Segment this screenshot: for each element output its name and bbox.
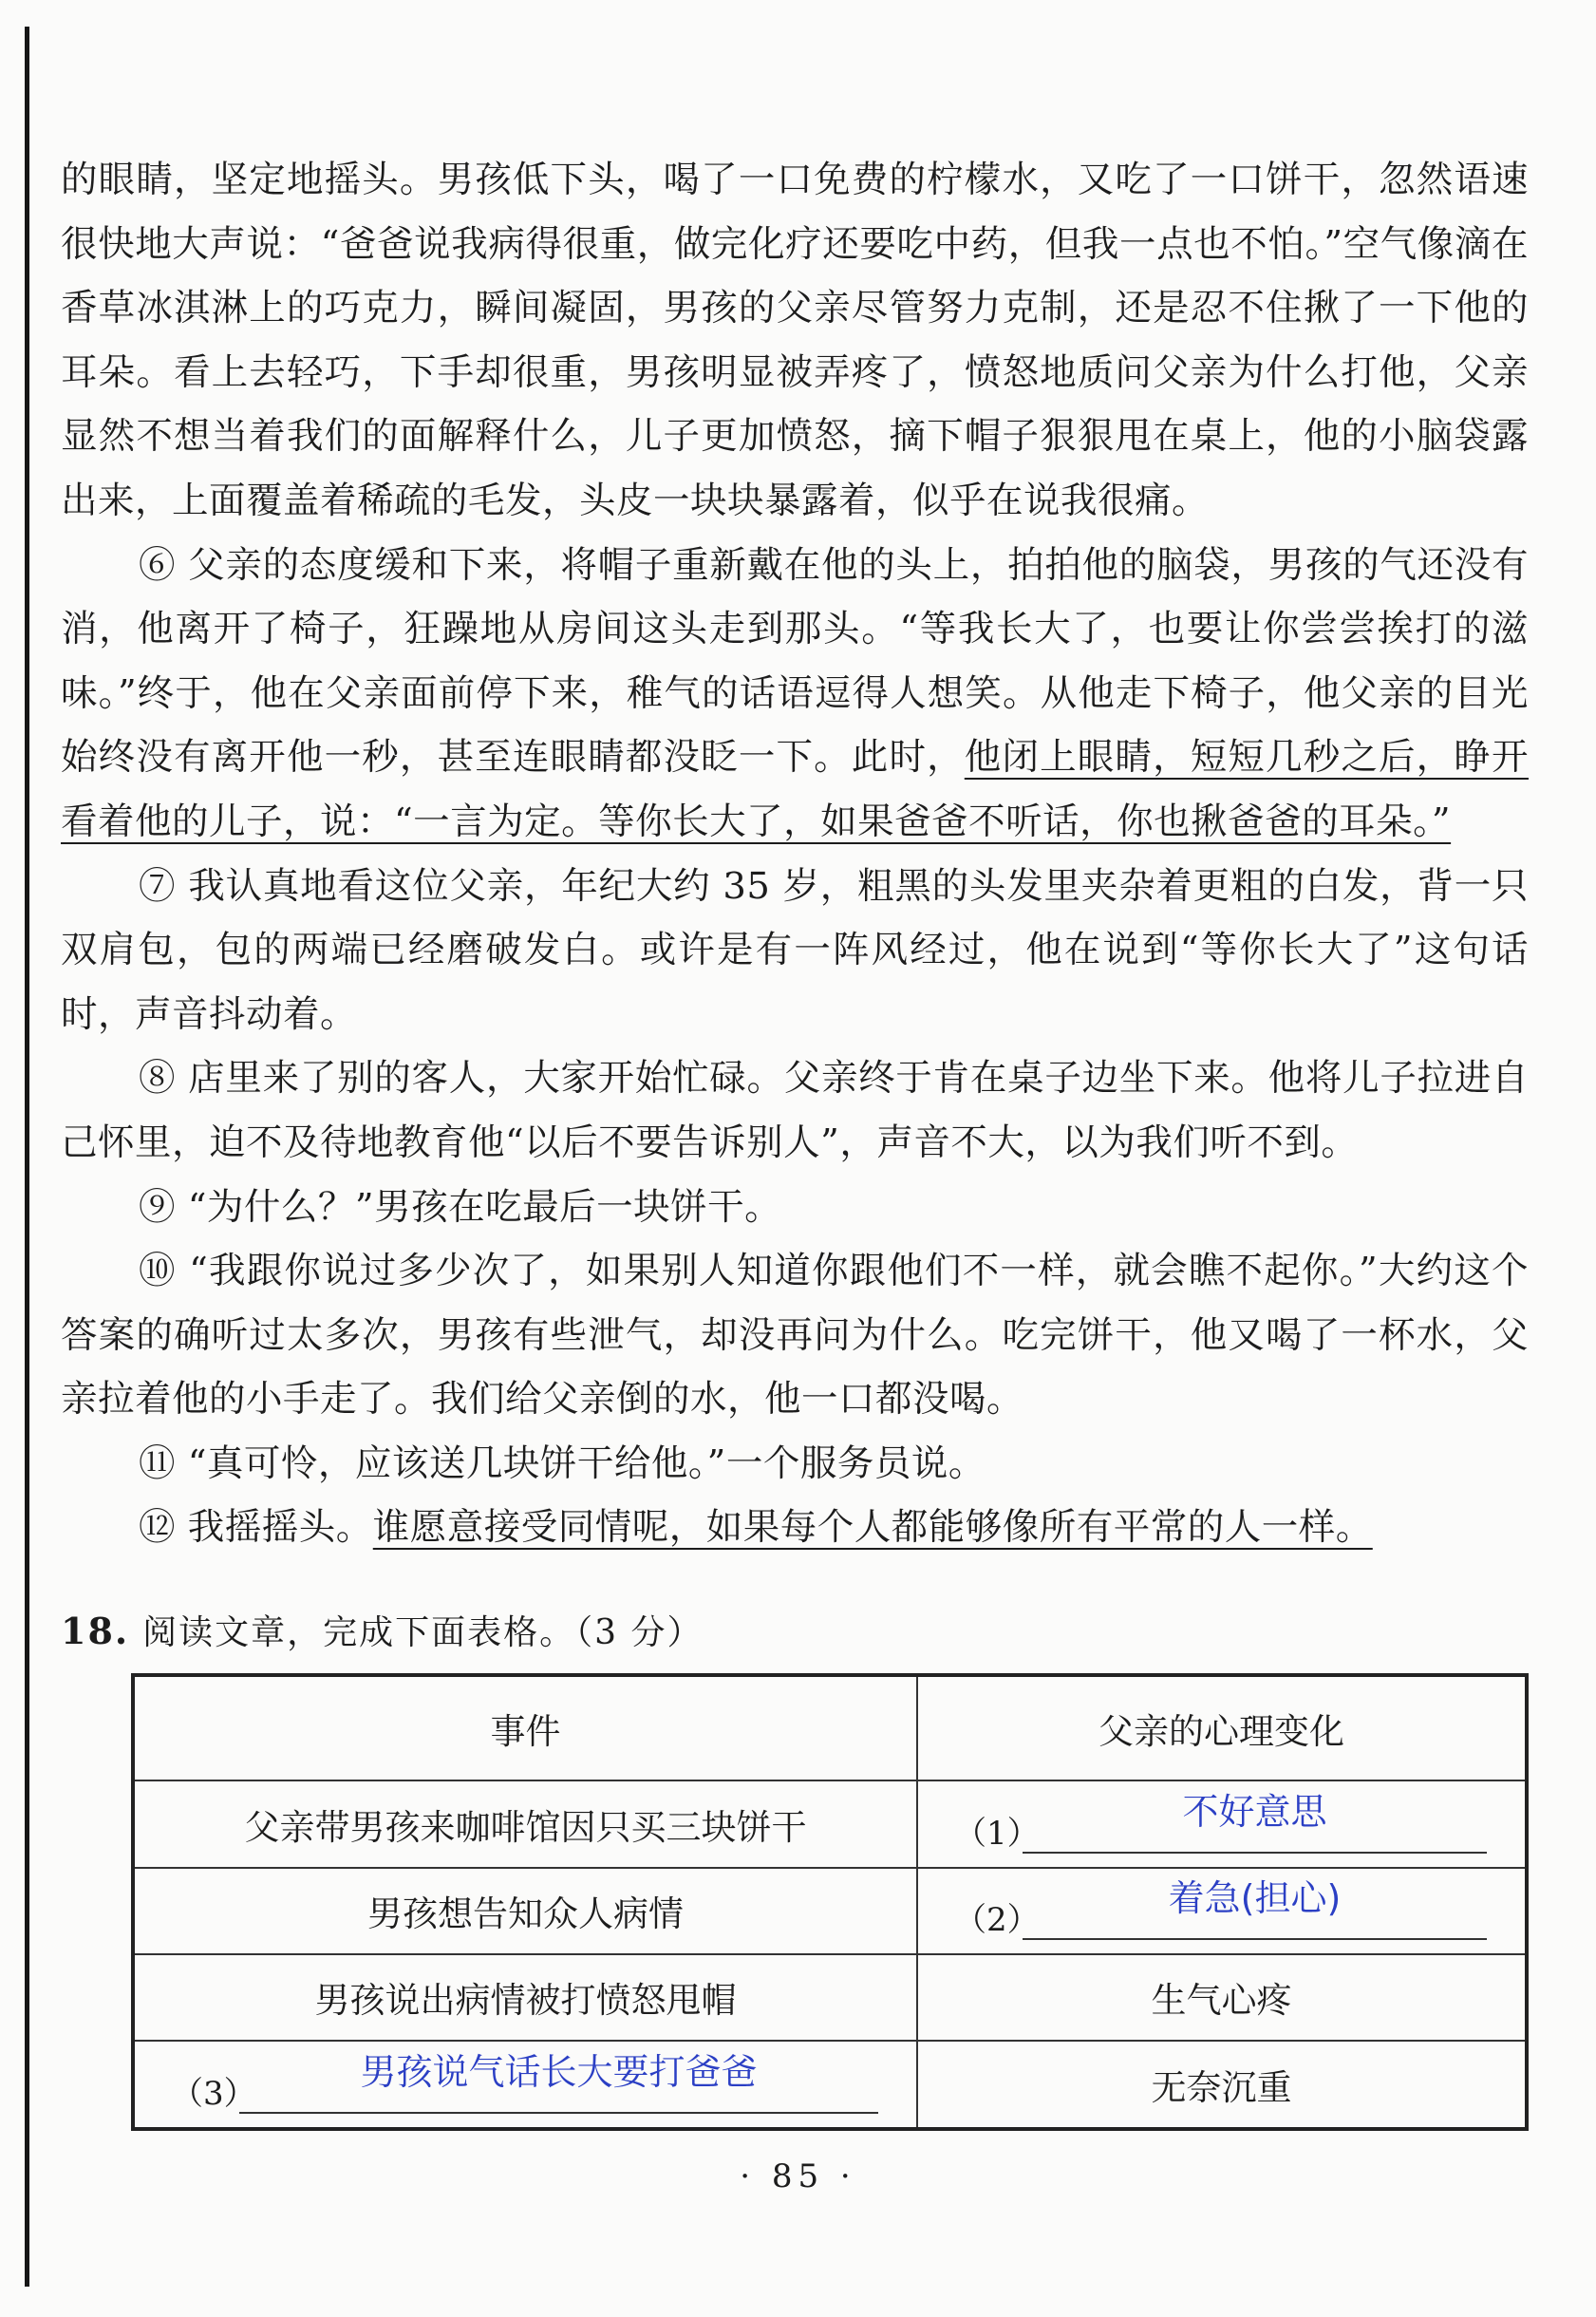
- question-18-title: [61, 1603, 1200, 1662]
- row2-index: （2）: [954, 1901, 1040, 1940]
- row3-mind: 生气心疼: [917, 1954, 1527, 2041]
- paragraph-6-text: ⑥ 父亲的态度缓和下来，将帽子重新戴在他的头上，拍拍他的脑袋，男孩的气还没有消，他离开了椅子，狂躁地从房间这头走到那头。“等我长大了，也要让你尝尝挨打的滋味。”终于，他在父亲面前停下来，稚气的话语逗得人想笑。从他走下椅子，他父亲的目光始终没有离开他一秒，甚至连眼睛都没眨一下。此时，: [61, 543, 1529, 780]
- answer-table: [131, 1673, 1529, 2131]
- row1-event: 父亲带男孩来咖啡馆因只买三块饼干: [133, 1780, 917, 1867]
- paragraph-12-underlined: 谁愿意接受同情呢，如果每个人都能够像所有平常的人一样。: [372, 1506, 1373, 1550]
- table-row: [133, 1868, 1527, 1954]
- reading-passage: [61, 148, 1529, 1560]
- header-mind: 父亲的心理变化: [917, 1675, 1527, 1780]
- binding-edge: [25, 27, 29, 2287]
- row2-mind-cell: [917, 1868, 1527, 1954]
- row4-answer-line[interactable]: [239, 2050, 878, 2114]
- row2-handwritten-answer: 着急(担心): [1168, 1877, 1342, 1920]
- row1-mind-cell: [917, 1780, 1527, 1867]
- page-number: · 85 ·: [740, 2157, 856, 2195]
- paragraph-7: ⑦ 我认真地看这位父亲，年纪大约 35 岁，粗黑的头发里夹杂着更粗的白发，背一只双肩包，包的两端已经磨破发白。或许是有一阵风经过，他在说到“等你长大了”这句话时，声音抖动着。: [61, 864, 1529, 1036]
- question-number: 18.: [61, 1610, 130, 1652]
- row1-index: （1）: [954, 1814, 1040, 1853]
- row2-event: 男孩想告知众人病情: [133, 1868, 917, 1954]
- paragraph-12: [61, 1496, 1529, 1560]
- row4-handwritten-answer: 男孩说气话长大要打爸爸: [360, 2050, 758, 2093]
- header-event: 事件: [133, 1675, 917, 1780]
- paragraph-8: ⑧ 店里来了别的客人，大家开始忙碌。父亲终于肯在桌子边坐下来。他将儿子拉进自己怀里，迫不及待地教育他“以后不要告诉别人”，声音不大，以为我们听不到。: [61, 1057, 1529, 1164]
- row1-answer-line[interactable]: [1023, 1790, 1487, 1854]
- row2-answer-line[interactable]: [1023, 1877, 1487, 1940]
- row4-event-cell: [133, 2041, 917, 2129]
- paragraph-6: [61, 534, 1529, 855]
- row1-handwritten-answer: 不好意思: [1182, 1790, 1327, 1833]
- paragraph-12-text: ⑫ 我摇摇头。: [139, 1506, 373, 1550]
- row4-index: （3）: [171, 2074, 256, 2113]
- row3-event: 男孩说出病情被打愤怒甩帽: [133, 1954, 917, 2041]
- table-row: [133, 1780, 1527, 1867]
- question-text: 阅读文章，完成下面表格。（3 分）: [142, 1613, 704, 1652]
- paragraph-intro: 的眼睛，坚定地摇头。男孩低下头，喝了一口免费的柠檬水，又吃了一口饼干，忽然语速很快地大声说：“爸爸说我病得很重，做完化疗还要吃中药，但我一点也不怕。”空气像滴在香草冰淇淋上的巧克力，瞬间凝固，男孩的父亲尽管努力克制，还是忍不住揪了一下他的耳朵。看上去轻巧，下手却很重，男孩明显被弄疼了，愤怒地质问父亲为什么打他，父亲显然不想当着我们的面解释什么，儿子更加愤怒，摘下帽子狠狠甩在桌上，他的小脑袋露出来，上面覆盖着稀疏的毛发，头皮一块块暴露着，似乎在说我很痛。: [61, 159, 1529, 522]
- paragraph-10: ⑩ “我跟你说过多少次了，如果别人知道你跟他们不一样，就会瞧不起你。”大约这个答案的确听过太多次，男孩有些泄气，却没再问为什么。吃完饼干，他又喝了一杯水，父亲拉着他的小手走了。我们给父亲倒的水，他一口都没喝。: [61, 1250, 1529, 1422]
- paragraph-11: ⑪ “真可怜，应该送几块饼干给他。”一个服务员说。: [139, 1441, 986, 1485]
- table-header-row: [133, 1675, 1527, 1780]
- paragraph-6-underlined: 他闭上眼睛，短短几秒之后，睁开看着他的儿子，说：“一言为定。等你长大了，如果爸爸不听话，你也揪爸爸的耳朵。”: [61, 736, 1529, 843]
- paragraph-9: ⑨ “为什么？”男孩在吃最后一块饼干。: [139, 1185, 782, 1229]
- table-row: [133, 2041, 1527, 2129]
- row4-mind: 无奈沉重: [917, 2041, 1527, 2129]
- table-row: [133, 1954, 1527, 2041]
